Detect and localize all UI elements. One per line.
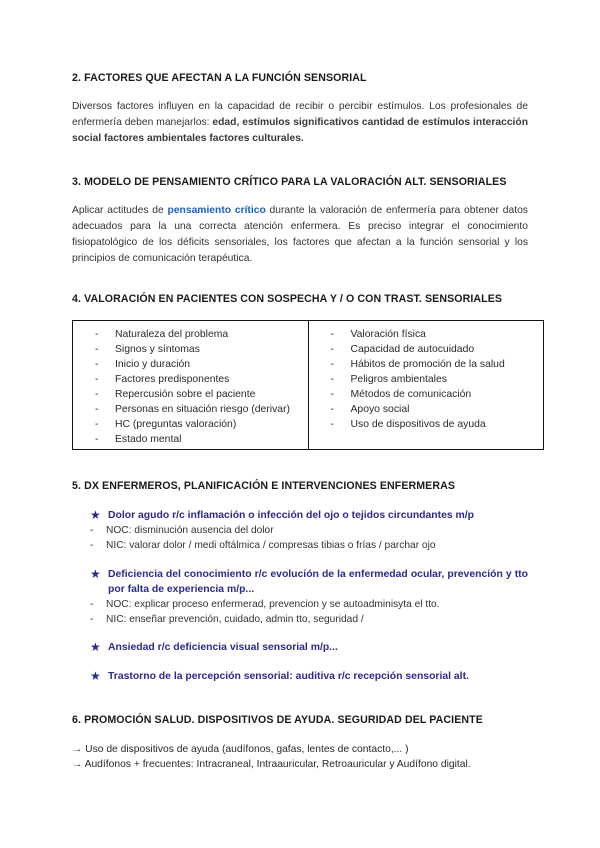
assessment-right-column — [308, 321, 544, 450]
diagnosis-1-noc: - NOC: disminución ausencia del dolor — [90, 525, 274, 536]
diagnosis-2-text: Deficiencia del conocimiento r/c evolución de la enfermedad ocular, prevención y tto por falta de experiencia m/p... — [108, 569, 528, 595]
hearing-aids-line: → Audífonos + frecuentes: Intracraneal, Intraauricular, Retroauricular y Audífono digital. — [72, 759, 471, 770]
diagnosis-1-nic: - NIC: valorar dolor / medi oftálmica / compresas tibias o frías / parchar ojo — [90, 540, 436, 551]
devices-line: → Uso de dispositivos de ayuda (audífonos, gafas, lentes de contacto,... ) — [72, 744, 409, 755]
section-2-text: Diversos factores influyen en la capacidad de recibir o percibir estímulos. Los profesionales de enfermería deben manejarlos: — [72, 101, 528, 128]
diagnosis-4-text: Trastorno de la percepción sensorial: auditiva r/c recepción sensorial alt. — [108, 671, 469, 682]
star-icon: ★ — [90, 567, 101, 581]
section-3-heading: 3. MODELO DE PENSAMIENTO CRÍTICO PARA LA VALORACIÓN ALT. SENSORIALES — [72, 176, 507, 188]
list-item: - Hábitos de promoción de la salud — [330, 359, 505, 370]
list-item: - Valoración física — [330, 329, 426, 340]
list-item: - Signos y síntomas — [95, 344, 200, 355]
list-item: - Estado mental — [95, 434, 182, 445]
diagnosis-1 — [90, 508, 528, 523]
list-item: - Métodos de comunicación — [330, 389, 472, 400]
diagnosis-3-text: Ansiedad r/c deficiencia visual sensorial m/p... — [108, 642, 338, 653]
list-item: - HC (preguntas valoración) — [95, 419, 237, 430]
list-item: - Apoyo social — [330, 404, 410, 415]
section-6-heading: 6. PROMOCIÓN SALUD. DISPOSITIVOS DE AYUDA. SEGURIDAD DEL PACIENTE — [72, 714, 483, 726]
section-5-heading: 5. DX ENFERMEROS, PLANIFICACIÓN E INTERVENCIONES ENFERMERAS — [72, 480, 456, 492]
list-item: - Repercusión sobre el paciente — [95, 389, 256, 400]
section-3-paragraph — [72, 203, 528, 267]
section-2-factors: edad, estímulos significativos cantidad de estímulos interacción social factores ambientales factores culturales. — [72, 117, 528, 144]
list-item: - Capacidad de autocuidado — [330, 344, 475, 355]
list-item: - Naturaleza del problema — [95, 329, 229, 340]
star-icon: ★ — [90, 640, 101, 654]
star-icon: ★ — [90, 669, 101, 683]
list-item: - Personas en situación riesgo (derivar) — [95, 404, 290, 415]
diagnosis-2-nic: - NIC: enseñar prevención, cuidado, admin tto, seguridad / — [90, 614, 364, 625]
star-icon: ★ — [90, 508, 101, 522]
diagnosis-4 — [90, 669, 528, 684]
section-3-text-pre: Aplicar actitudes de — [72, 205, 164, 216]
list-item: - Inicio y duración — [95, 359, 191, 370]
diagnosis-3 — [90, 640, 528, 655]
section-2-paragraph — [72, 99, 528, 147]
assessment-left-column — [73, 321, 309, 450]
section-3-text-post: durante la valoración de enfermería para obtener datos adecuados para la una correcta atención enfermera. Es preciso integrar el conocimiento fisiopatológico de los déficits sensoriales, los factores que afectan a la función sensorial y los principios de comunicación terapéutica. — [72, 205, 528, 264]
diagnosis-2-noc: - NOC: explicar proceso enfermerad, prevencion y se autoadminisyta el tto. — [90, 599, 440, 610]
diagnosis-1-text: Dolor agudo r/c inflamación o infección del ojo o tejidos circundantes m/p — [108, 510, 475, 521]
list-item: - Factores predisponentes — [95, 374, 230, 385]
diagnosis-2 — [90, 567, 528, 597]
critical-thinking-highlight: pensamiento crítico — [167, 205, 266, 216]
section-4-heading: 4. VALORACIÓN EN PACIENTES CON SOSPECHA Y / O CON TRAST. SENSORIALES — [72, 293, 503, 305]
list-item: - Uso de dispositivos de ayuda — [330, 419, 486, 430]
list-item: - Peligros ambientales — [330, 374, 447, 385]
assessment-table — [72, 320, 544, 450]
section-2-heading: 2. FACTORES QUE AFECTAN A LA FUNCIÓN SENSORIAL — [72, 72, 367, 84]
